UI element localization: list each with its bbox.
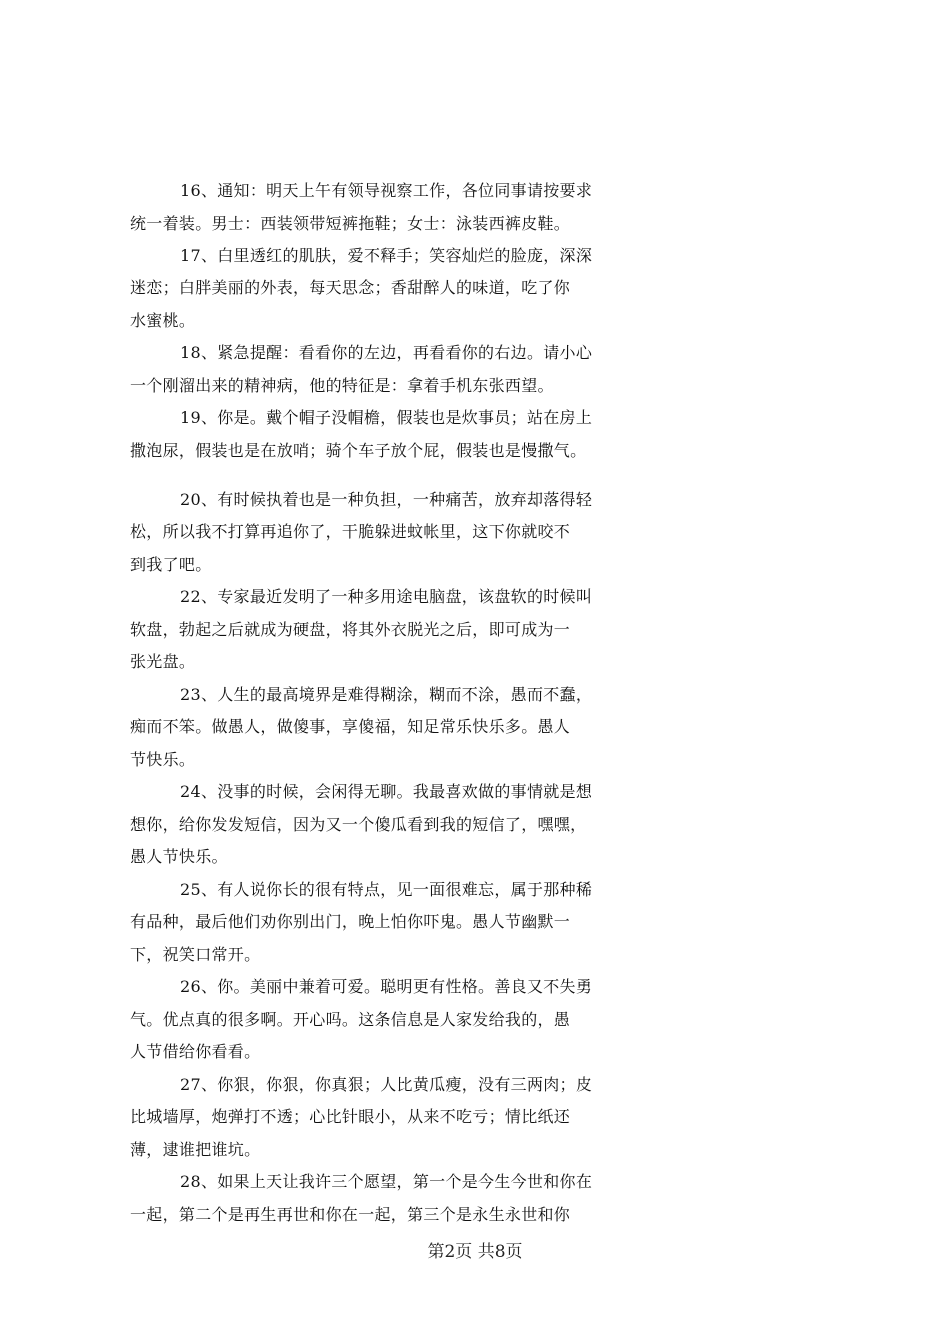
text-line: 28、如果上天让我许三个愿望，第一个是今生今世和你在 [180,1172,593,1191]
text-line: 25、有人说你长的很有特点，见一面很难忘，属于那种稀 [180,880,593,899]
page-footer: 第2页 共8页 [427,1242,523,1262]
text-line: 愚人节快乐。 [130,847,228,866]
text-line: 22、专家最近发明了一种多用途电脑盘，该盘软的时候叫 [180,587,593,606]
text-line: 水蜜桃。 [130,311,196,330]
text-line: 23、人生的最高境界是难得糊涂，糊而不涂，愚而不蠢， [180,685,593,704]
text-line: 下，祝笑口常开。 [130,945,261,964]
text-line: 松，所以我不打算再追你了，干脆躲进蚊帐里，这下你就咬不 [130,522,571,541]
text-line: 到我了吧。 [130,555,212,574]
text-line: 气。优点真的很多啊。开心吗。这条信息是人家发给我的，愚 [130,1010,571,1029]
text-line: 撒泡尿，假装也是在放哨；骑个车子放个屁，假装也是慢撒气。 [130,441,587,460]
text-line: 一个刚溜出来的精神病，他的特征是：拿着手机东张西望。 [130,376,554,395]
text-line: 痴而不笨。做愚人，做傻事，享傻福，知足常乐快乐多。愚人 [130,717,571,736]
text-line: 有品种，最后他们劝你别出门，晚上怕你吓鬼。愚人节幽默一 [130,912,571,931]
text-line: 18、紧急提醒：看看你的左边，再看看你的右边。请小心 [180,343,593,362]
text-line: 27、你狠，你狠，你真狠；人比黄瓜瘦，没有三两肉；皮 [180,1075,593,1094]
text-line: 迷恋；白胖美丽的外表，每天思念；香甜醉人的味道，吃了你 [130,278,571,297]
text-line: 统一着装。男士：西装领带短裤拖鞋；女士：泳装西裤皮鞋。 [130,214,571,233]
text-line: 薄，逮谁把谁坑。 [130,1140,261,1159]
text-line: 比城墙厚，炮弹打不透；心比针眼小，从来不吃亏；情比纸还 [130,1107,571,1126]
text-line: 一起，第二个是再生再世和你在一起，第三个是永生永世和你 [130,1205,571,1224]
text-line: 16、通知：明天上午有领导视察工作，各位同事请按要求 [180,181,593,200]
text-line: 想你，给你发发短信，因为又一个傻瓜看到我的短信了，嘿嘿， [130,815,587,834]
text-line: 17、白里透红的肌肤，爱不释手；笑容灿烂的脸庞，深深 [180,246,593,265]
text-line: 26、你。美丽中兼着可爱。聪明更有性格。善良又不失勇 [180,977,593,996]
text-line: 节快乐。 [130,750,196,769]
text-line: 19、你是。戴个帽子没帽檐，假装也是炊事员；站在房上 [180,408,593,427]
text-line: 人节借给你看看。 [130,1042,261,1061]
text-line: 张光盘。 [130,652,196,671]
text-line: 24、没事的时候，会闲得无聊。我最喜欢做的事情就是想 [180,782,593,801]
text-line: 20、有时候执着也是一种负担，一种痛苦，放弃却落得轻 [180,490,593,509]
text-line: 软盘，勃起之后就成为硬盘，将其外衣脱光之后，即可成为一 [130,620,571,639]
